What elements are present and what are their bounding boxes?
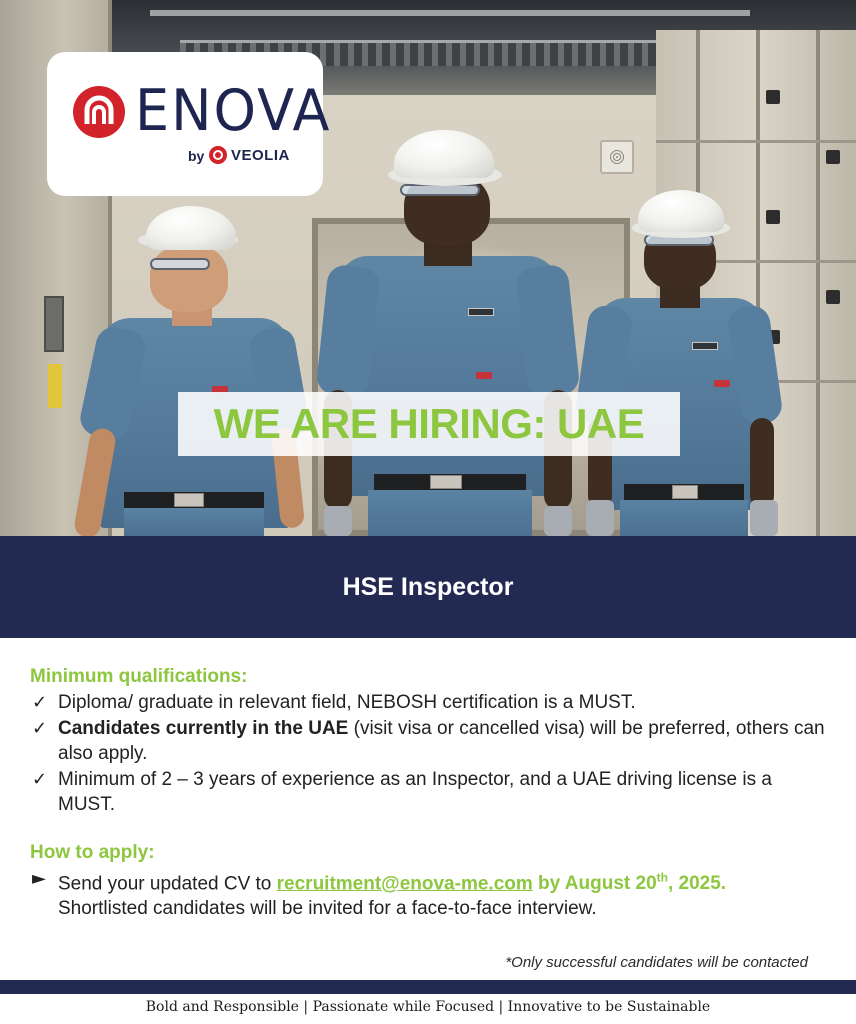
qualification-emphasis: Candidates currently in the UAE: [58, 717, 349, 739]
enova-wordmark: ENOVA: [135, 77, 332, 144]
job-details: [30, 666, 830, 922]
list-item: ✓ Diploma/ graduate in relevant field, NEBOSH certification is a MUST.: [30, 690, 830, 716]
worker-center: [318, 128, 578, 536]
list-item: ✓ Minimum of 2 – 3 years of experience as an Inspector, and a UAE driving license is a MUST.: [32, 768, 772, 815]
check-icon: ✓: [32, 768, 48, 790]
list-item: ► Send your updated CV to recruitment@enova-me.com by August 20th, 2025. Shortlisted candidates will be invited for a face-to-face interview.: [32, 867, 727, 920]
worker-left: [80, 200, 310, 536]
qualifications-heading: Minimum qualifications:: [30, 666, 248, 687]
hiring-banner-text: WE ARE HIRING: UAE: [213, 400, 645, 447]
arrow-right-icon: ►: [32, 867, 46, 889]
job-title: HSE Inspector: [342, 572, 514, 601]
logo-by: by: [188, 148, 205, 164]
qualifications-list: [30, 690, 830, 818]
speaker: [600, 140, 634, 174]
enova-logo-icon: [73, 86, 125, 138]
footnote: *Only successful candidates will be contacted: [505, 954, 808, 971]
check-icon: ✓: [32, 692, 48, 713]
tagline: Bold and Responsible | Passionate while Focused | Innovative to be Sustainable: [145, 999, 711, 1015]
hiring-banner: [178, 392, 680, 456]
deadline: by August 20th, 2025.: [532, 870, 727, 894]
apply-heading: How to apply:: [30, 841, 155, 863]
check-icon: ✓: [32, 717, 48, 739]
veolia-wordmark: VEOLIA: [231, 147, 290, 164]
job-title-band: [0, 536, 856, 638]
list-item: ✓ Candidates currently in the UAE (visit visa or cancelled visa) will be preferred, others can also apply.: [32, 717, 825, 764]
enova-logo: [47, 52, 332, 196]
worker-right: [580, 188, 780, 536]
veolia-logo-icon: [209, 146, 227, 164]
apply-followup: Shortlisted candidates will be invited for a face-to-face interview.: [58, 898, 597, 920]
email-link[interactable]: recruitment@enova-me.com: [276, 872, 533, 894]
footer-bar: [0, 980, 856, 994]
apply-list: [30, 866, 830, 922]
